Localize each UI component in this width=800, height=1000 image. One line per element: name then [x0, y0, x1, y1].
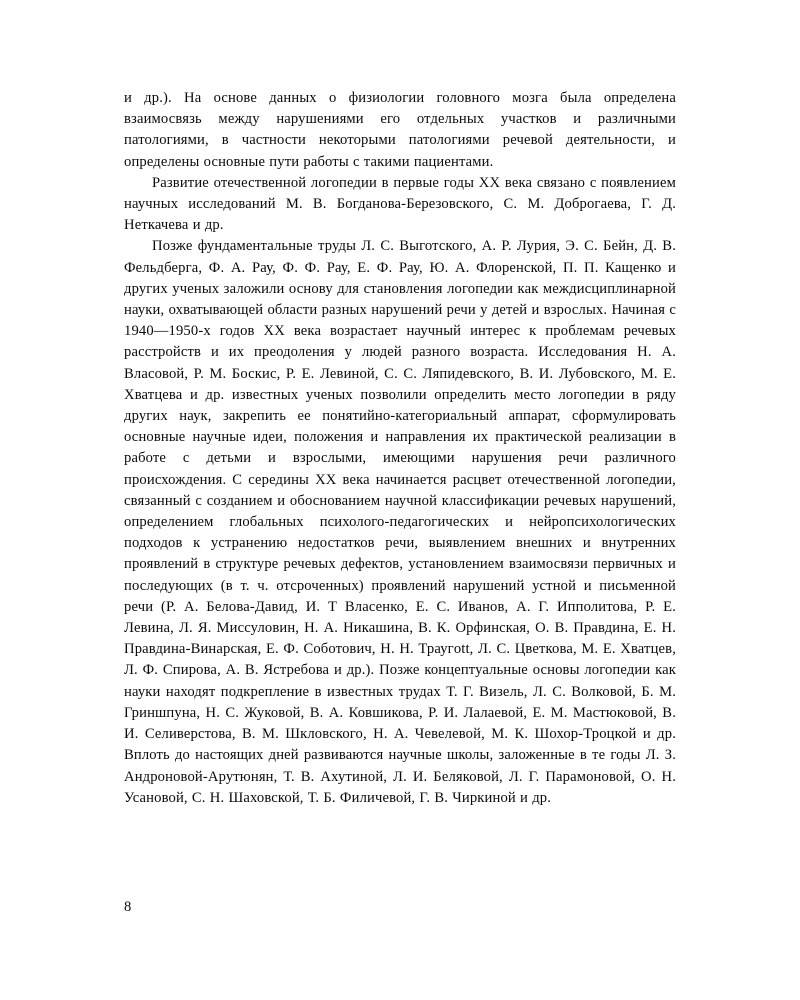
paragraph: и др.). На основе данных о физиологии головного мозга была определена взаимосвязь между нарушениями его отдельных участков и различными патологиями, в частности некоторыми патологиями речевой деятельности, и определены основные пути работы с такими пациентами. — [124, 90, 676, 170]
paragraph: Позже фундаментальные труды Л. С. Выготского, А. Р. Лурия, Э. С. Бейн, Д. В. Фельдберга, Ф. А. Рау, Ф. Ф. Рау, Е. Ф. Рау, Ю. А. Флоренской, П. П. Кащенко и других ученых заложили основу для становления логопедии как междисциплинарной науки, охватывающей области разных нарушений речи у детей и взрослых. Начиная с 1940—1950-х годов XX века возрастает научный интерес к проблемам речевых расстройств и их преодоления у людей разного возраста. Исследования Н. А. Власовой, Р. М. Боскис, Р. Е. Левиной, С. С. Ляпидевского, В. И. Лубовского, М. Е. Хватцева и др. известных ученых позволили определить место логопедии в ряду других наук, закрепить ее понятийно-категориальный аппарат, сформулировать основные научные идеи, положения и направления их практической реализации в работе с детьми и взрослыми, имеющими нарушения речи различного происхождения. С середины XX века начинается расцвет отечественной логопедии, связанный с созданием и обоснованием научной классификации речевых нарушений, определением глобальных психолого-педагогических и нейропсихологических подходов к устранению недостатков речи, выявлением внешних и внутренних проявлений в структуре речевых дефектов, установлением взаимосвязи первичных и последующих (в т. ч. отсроченных) проявлений нарушений устной и письменной речи (Р. А. Белова-Давид, И. Т Власенко, Е. С. Иванов, А. Г. Ипполитова, Р. Е. Левина, Л. Я. Миссуловин, Н. А. Никашина, В. К. Орфинская, О. В. Правдина, Е. Н. Правдина-Винарская, Е. Ф. Соботович, Н. Н. Траугott, Л. С. Цветкова, М. Е. Хватцев, Л. Ф. Спирова, А. В. Ястребова и др.). Позже концептуальные основы логопедии как науки находят подкрепление в известных трудах Т. Г. Визель, Л. С. Волковой, Б. М. Гриншпуна, Н. С. Жуковой, В. А. Ковшикова, Р. И. Лалаевой, Е. М. Мастюковой, В. И. Селиверстова, В. М. Шкловского, Н. А. Чевелевой, М. К. Шохор-Троцкой и др. Вплоть до настоящих дней развиваются научные школы, заложенные в те годы Л. З. Андроновой-Арутюнян, Т. В. Ахутиной, Л. И. Беляковой, Л. Г. Парамоновой, О. Н. Усановой, С. Н. Шаховской, Т. Б. Филичевой, Г. В. Чиркиной и др. — [124, 238, 676, 806]
text-column — [124, 88, 676, 809]
paragraph: Развитие отечественной логопедии в первые годы XX века связано с появлением научных исследований М. В. Богданова-Березовского, С. М. Доброгаева, Г. Д. Неткачева и др. — [124, 174, 676, 234]
page-number: 8 — [124, 899, 132, 915]
